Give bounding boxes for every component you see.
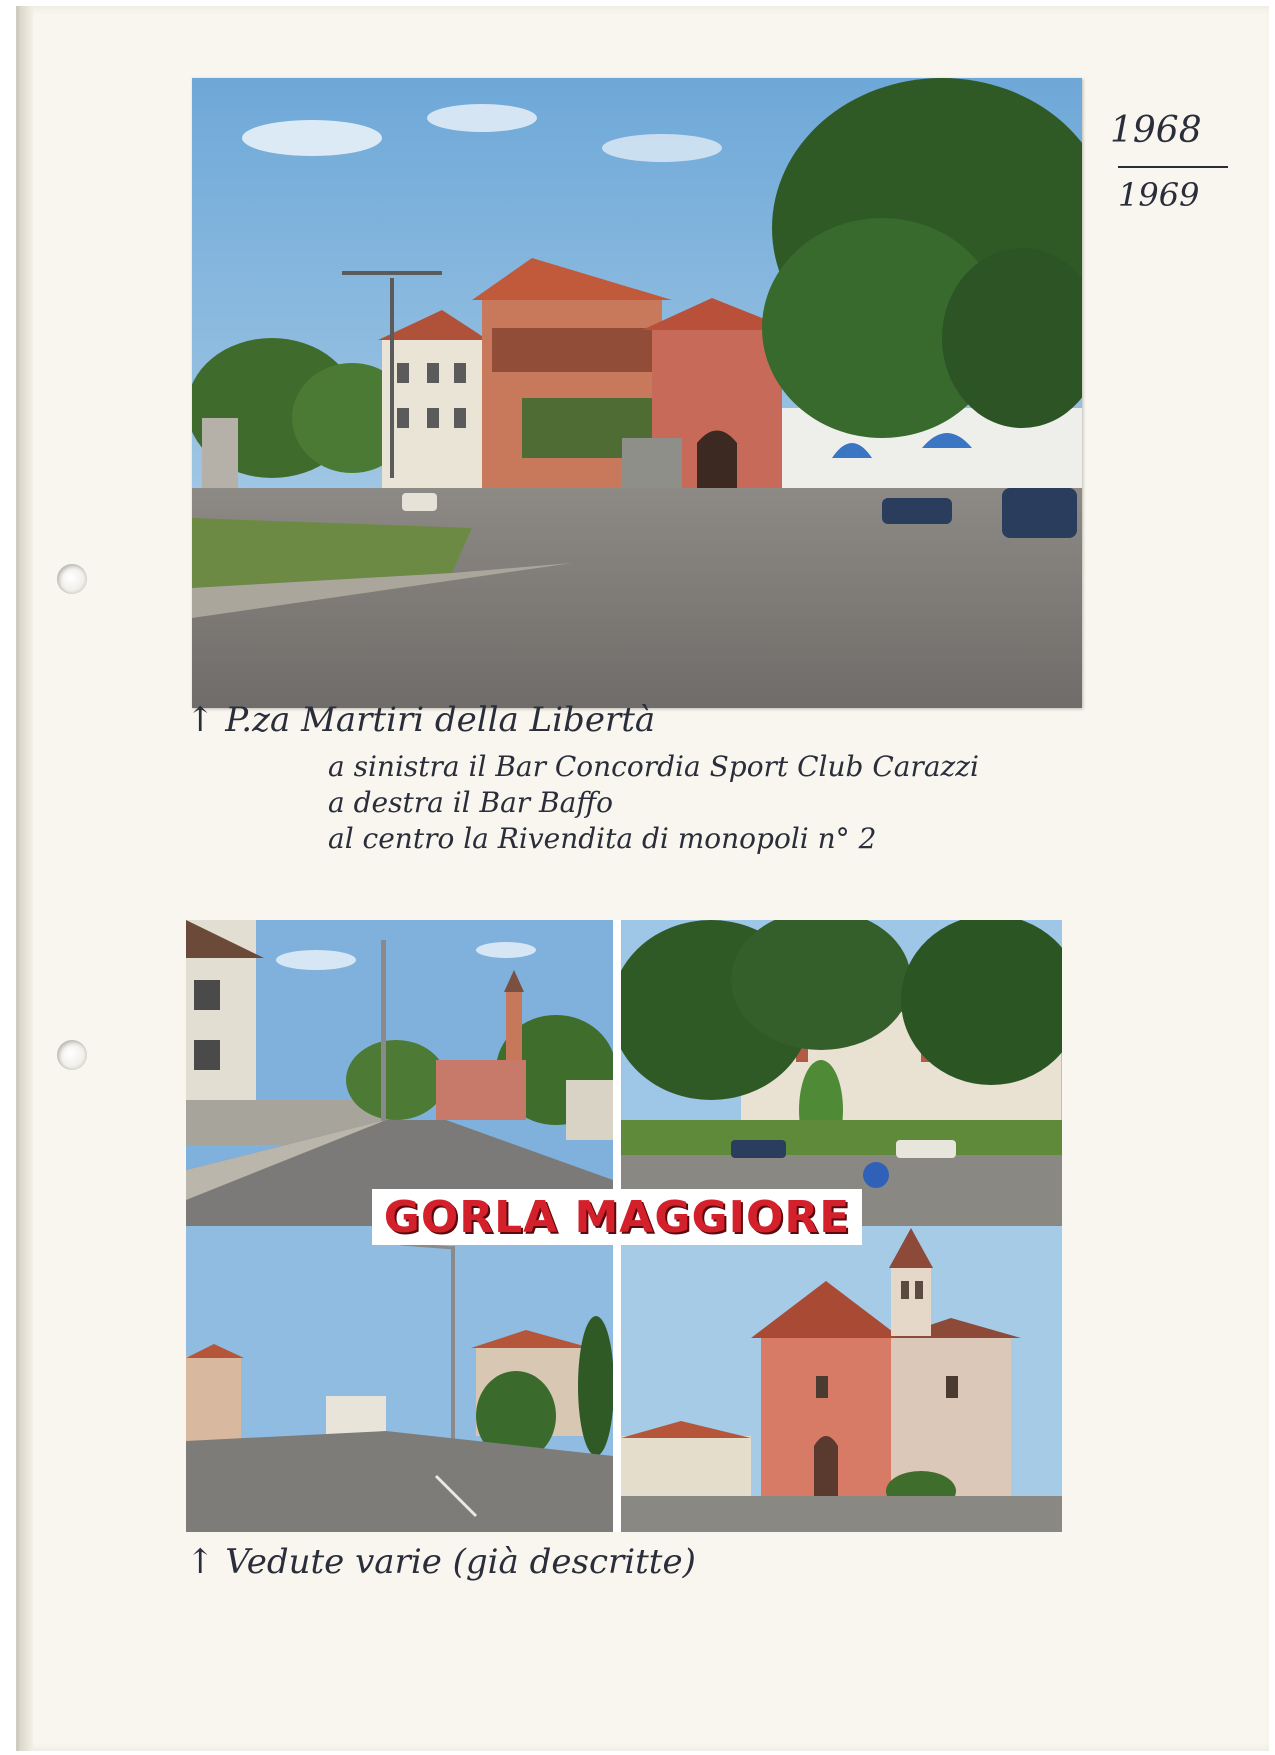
top-caption-line-right: a destra il Bar Baffo: [328, 786, 614, 819]
top-caption-line-left: a sinistra il Bar Concordia Sport Club Carazzi: [328, 750, 979, 783]
year-end: 1969: [1118, 176, 1200, 214]
top-caption-title: ↑ P.za Martiri della Libertà: [186, 700, 656, 740]
park-image: [621, 920, 1062, 1226]
punch-hole-upper: [57, 564, 87, 594]
avenue-image: [186, 1226, 613, 1532]
postcard-panel-street-church: [186, 920, 613, 1226]
piazza-photo: [192, 78, 1082, 708]
postcard-title-banner: [372, 1189, 862, 1245]
chapel-image: [621, 1226, 1062, 1532]
postcard-panel-park: [621, 920, 1062, 1226]
year-divider: [1118, 166, 1228, 168]
postcard-panel-avenue: [186, 1226, 613, 1532]
postcard-title: GORLA MAGGIORE: [383, 1191, 851, 1243]
postcard-collage: [186, 920, 1062, 1532]
street-church-image: [186, 920, 613, 1226]
postcard-panel-chapel: [621, 1226, 1062, 1532]
binder-edge: [19, 6, 33, 1751]
top-caption-line-center: al centro la Rivendita di monopoli n° 2: [328, 822, 877, 855]
punch-hole-lower: [57, 1040, 87, 1070]
piazza-photo-image: [192, 78, 1082, 708]
bottom-caption: ↑ Vedute varie (già descritte): [186, 1542, 696, 1582]
year-start: 1968: [1110, 110, 1202, 151]
